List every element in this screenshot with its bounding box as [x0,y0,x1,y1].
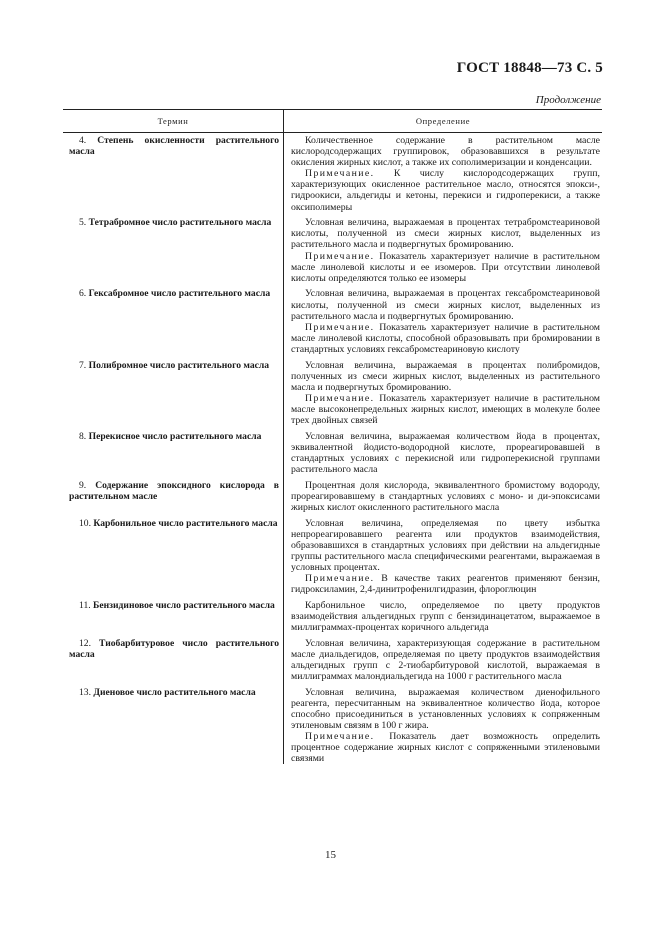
definition-cell [283,638,602,682]
term-cell [63,480,283,513]
term-cell [63,687,283,765]
note-label: Примечание. [305,573,375,585]
definition-text: Условная величина, определяемая по цвету избытка непрореагировавшего реагента или продуктов взаимодействия, образовавшихся в стандартных условиях при действии на альдегидные группы растительного масла специфическими реагентами, выражаемая в условных процентах. [291,517,600,573]
table-row [63,133,602,213]
note-text: Показатель дает возможность определить процентное содержание жирных кислот с сопряженными этиленовыми связями [291,731,601,765]
definition-cell [283,687,602,765]
table-row [63,215,602,284]
term-number: 9. [79,479,87,491]
term-number: 12. [79,637,91,649]
definition-cell [283,288,602,355]
table-row [63,685,602,765]
term-name: Диеновое число растительного масла [93,686,256,698]
definition-text: Условная величина, выражаемая в процентах полибромидов, полученных из смеси жирных кислот, выделенных из растительного масла и подвергнутых бромированию. [291,359,600,393]
table-header [63,110,602,133]
definition-cell [283,600,602,633]
term-name: Перекисное число растительного масла [88,430,262,442]
definition-cell [283,217,602,284]
page-number: 15 [325,849,336,861]
definition-cell [283,431,602,475]
definition-note [291,731,600,764]
term-number: 5. [79,217,87,229]
note-label: Примечание. [305,392,375,404]
term-number: 11. [79,599,91,611]
term-name: Карбонильное число растительного масла [93,517,278,529]
note-text: К числу кислородсодержащих групп, характеризующих окисленное растительное масло, относятся эпокси-, гидроокиси, альдегиды и кетоны, перекиси и гидроперекиси, а также оксиполимеры [291,168,600,213]
definition-text: Процентная доля кислорода, эквивалентного бромистому водороду, прореагировавшему в стандартных условиях с моно- и ди-эпоксисами жирных кислот окисленного растительного масла [291,479,600,513]
document-reference: ГОСТ 18848—73 С. 5 [456,60,603,76]
term-cell [63,431,283,475]
term-name: Бензидиновое число растительного масла [93,599,275,611]
table-row [63,598,602,633]
note-label: Примечание. [305,168,375,180]
table-row [63,516,602,596]
term-name: Степень окисленности растительного масла [69,135,279,158]
definition-note [291,322,600,355]
term-number: 4. [79,135,87,146]
table-body [63,133,602,764]
terms-table [63,109,602,767]
definition-text: Количественное содержание в растительном масле кислородсодержащих группировок, образовавшихся в результате окисления жирных кислот, а также их сополимеризации и конденсации. [291,135,600,169]
term-cell [63,217,283,284]
note-label: Примечание. [305,731,375,743]
note-text: В качестве таких реагентов применяют бензин, гидроксиламин, 2,4-динитрофенилгидразин, флороглюцин [291,573,601,596]
column-header-definition: Определение [415,116,471,126]
definition-cell [283,480,602,513]
note-label: Примечание. [305,321,375,333]
term-name: Гексабромное число растительного масла [88,288,271,300]
definition-cell [283,135,602,213]
term-name: Содержание эпоксидного кислорода в растительном масле [69,479,279,502]
term-cell [63,135,283,213]
term-cell [63,638,283,682]
definition-note [291,393,600,426]
term-number: 7. [79,359,87,371]
definition-note [291,573,600,595]
definition-note [291,251,600,284]
term-number: 6. [79,288,87,300]
definition-text: Условная величина, выражаемая количеством йода в процентах, эквивалентной йодисто-водородной кислоте, прореагировавшей в стандартных условиях с перекисной или гидроперекисной группами растительного масла [291,430,600,475]
note-text: Показатель характеризует наличие в растительном масле линолевой кислоты и ее изомеров. При отсутствии линолевой кислоты определяются только ее изомеры [291,250,600,284]
note-label: Примечание. [305,250,375,262]
column-header-term: Термин [63,110,284,132]
note-text: Показатель характеризует наличие в растительном масле линолевой кислоты, способной образовывать при бромировании в стандартных условиях гексабромстеариновую кислоту [291,321,600,355]
term-number: 8. [79,430,87,442]
definition-text: Карбонильное число, определяемое по цвету продуктов взаимодействия альдегидных групп с бензидинацетатом, выражаемое в миллиграммах-процентах коричного альдегида [291,599,600,633]
term-name: Полибромное число растительного масла [88,359,270,371]
definition-cell [283,518,602,596]
definition-text: Условная величина, выражаемая в процентах тетрабромстеариновой кислоты, полученной из смеси жирных кислот, выделенных из растительного масла и подвергнутых бромированию. [291,217,600,251]
term-name: Тиобарбитуровое число растительного масла [69,637,279,660]
table-row [63,478,602,513]
term-name: Тетрабромное число растительного масла [88,217,272,229]
term-number: 13. [79,686,91,698]
table-row [63,358,602,427]
definition-cell [283,360,602,427]
term-cell [63,288,283,355]
term-cell [63,518,283,596]
note-text: Показатель характеризует наличие в растительном масле высоконепредельных жирных кислот, имеющих в молекуле более трех двойных связей [291,392,600,427]
table-row [63,429,602,475]
term-number: 10. [79,517,91,529]
term-cell [63,600,283,633]
continuation-label: Продолжение [535,94,601,106]
definition-text: Условная величина, выражаемая в процентах гексабромстеариновой кислоты, полученной из смеси жирных кислот, выделенных из растительного масла и подвергнутых бромированию. [291,288,600,322]
term-cell [63,360,283,427]
definition-text: Условная величина, выражаемая количеством диенофильного реагента, пересчитанным на эквивалентное количество йода, которое способно присоединиться в установленных условиях к сопряженным этиленовым связям в 100 г жира. [291,686,600,731]
table-row [63,636,602,682]
definition-note [291,168,600,212]
definition-text: Условная величина, характеризующая содержание в растительном масле диальдегидов, определяемая по цвету продуктов взаимодействия альдегидных групп с 2-тиобарбитуровой кислотой, выражаемая в миллиграммах малондиальдегида на 1000 г растительного масла [291,637,600,682]
table-row [63,286,602,355]
